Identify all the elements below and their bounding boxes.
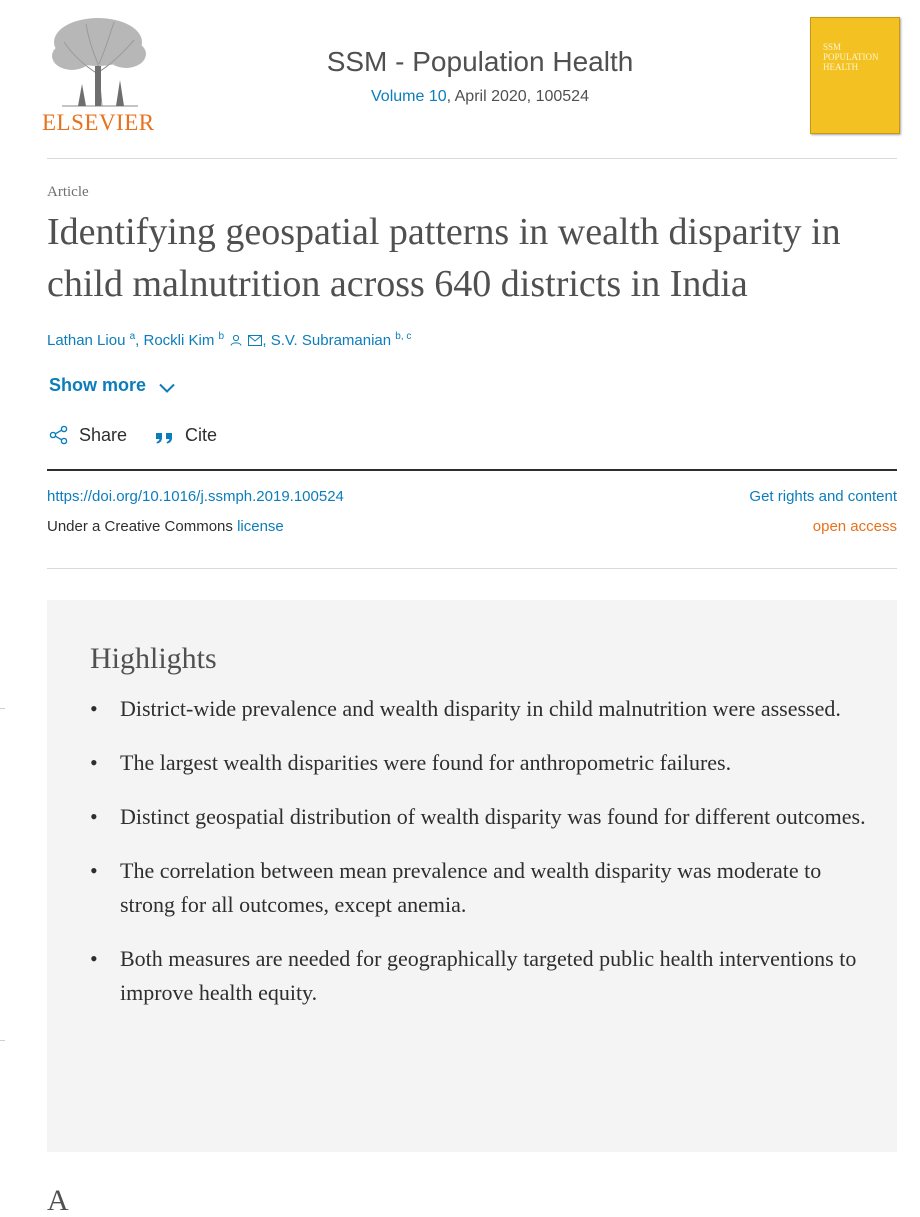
show-more-label: Show more (49, 375, 147, 395)
highlight-item: • District-wide prevalence and wealth disparity in child malnutrition were assessed. (90, 692, 870, 726)
metadata-divider (47, 469, 897, 471)
author-affiliation-sup[interactable]: b, c (395, 331, 412, 342)
author-link[interactable]: S.V. Subramanian (270, 332, 392, 349)
share-label: Share (79, 425, 128, 445)
license-statement (47, 518, 284, 535)
show-more-button[interactable] (49, 375, 175, 396)
section-divider (47, 568, 897, 569)
volume-info (260, 88, 700, 106)
share-button[interactable] (49, 425, 127, 446)
elsevier-logo[interactable] (42, 14, 154, 136)
scroll-marker (0, 708, 5, 709)
journal-title[interactable]: SSM - Population Health (326, 46, 634, 77)
quote-icon (155, 429, 175, 445)
volume-link[interactable]: Volume 10 (371, 88, 447, 105)
highlight-item: • Distinct geospatial distribution of wealth disparity was found for different outcomes. (90, 800, 870, 834)
header-divider (47, 158, 897, 159)
author-list: Lathan Liou $^a$, Rockli Kim $^b$ , S.V. Subramanian $^{b, c}$ (47, 331, 412, 349)
journal-cover-image[interactable] (810, 17, 900, 134)
article-type: Article (47, 184, 89, 200)
cover-title: SSM POPULATION HEALTH (823, 42, 879, 72)
highlight-item: • The largest wealth disparities were found for anthropometric failures. (90, 746, 870, 780)
scroll-marker (0, 1040, 5, 1041)
highlights-list (90, 692, 870, 1030)
author-affiliation-sup[interactable]: a (129, 331, 136, 342)
elsevier-wordmark: ELSEVIER (42, 110, 155, 135)
doi-link[interactable]: https://doi.org/10.1016/j.ssmph.2019.100524 (47, 488, 344, 505)
next-section-heading-peek: A (47, 1184, 69, 1217)
author-affiliation-sup[interactable]: b (218, 331, 225, 342)
envelope-icon[interactable] (248, 335, 262, 346)
highlight-item: • Both measures are needed for geographically targeted public health interventions to improve health equity. (90, 942, 870, 1010)
author-link[interactable]: Rockli Kim (143, 332, 215, 349)
tree-emblem-icon (42, 14, 154, 110)
article-title: Identifying geospatial patterns in wealth disparity in child malnutrition across 640 districts in India (47, 211, 841, 305)
author-link[interactable]: Lathan Liou (47, 332, 126, 349)
cite-button[interactable] (155, 425, 217, 446)
cite-label: Cite (185, 425, 218, 445)
license-prefix: Under a Creative Commons (47, 518, 233, 535)
chevron-down-icon (159, 383, 175, 393)
highlights-panel (47, 600, 897, 1152)
share-icon (49, 425, 69, 445)
highlights-title: Highlights (90, 642, 217, 675)
license-link[interactable]: license (237, 518, 284, 535)
open-access-badge: open access (812, 518, 897, 535)
journal-header (0, 0, 920, 160)
person-icon[interactable] (230, 334, 242, 346)
highlight-item: • The correlation between mean prevalence and wealth disparity was moderate to strong for all outcomes, except anemia. (90, 854, 870, 922)
rights-link[interactable]: Get rights and content (749, 488, 897, 505)
issue-date: , April 2020, 100524 (446, 88, 589, 105)
